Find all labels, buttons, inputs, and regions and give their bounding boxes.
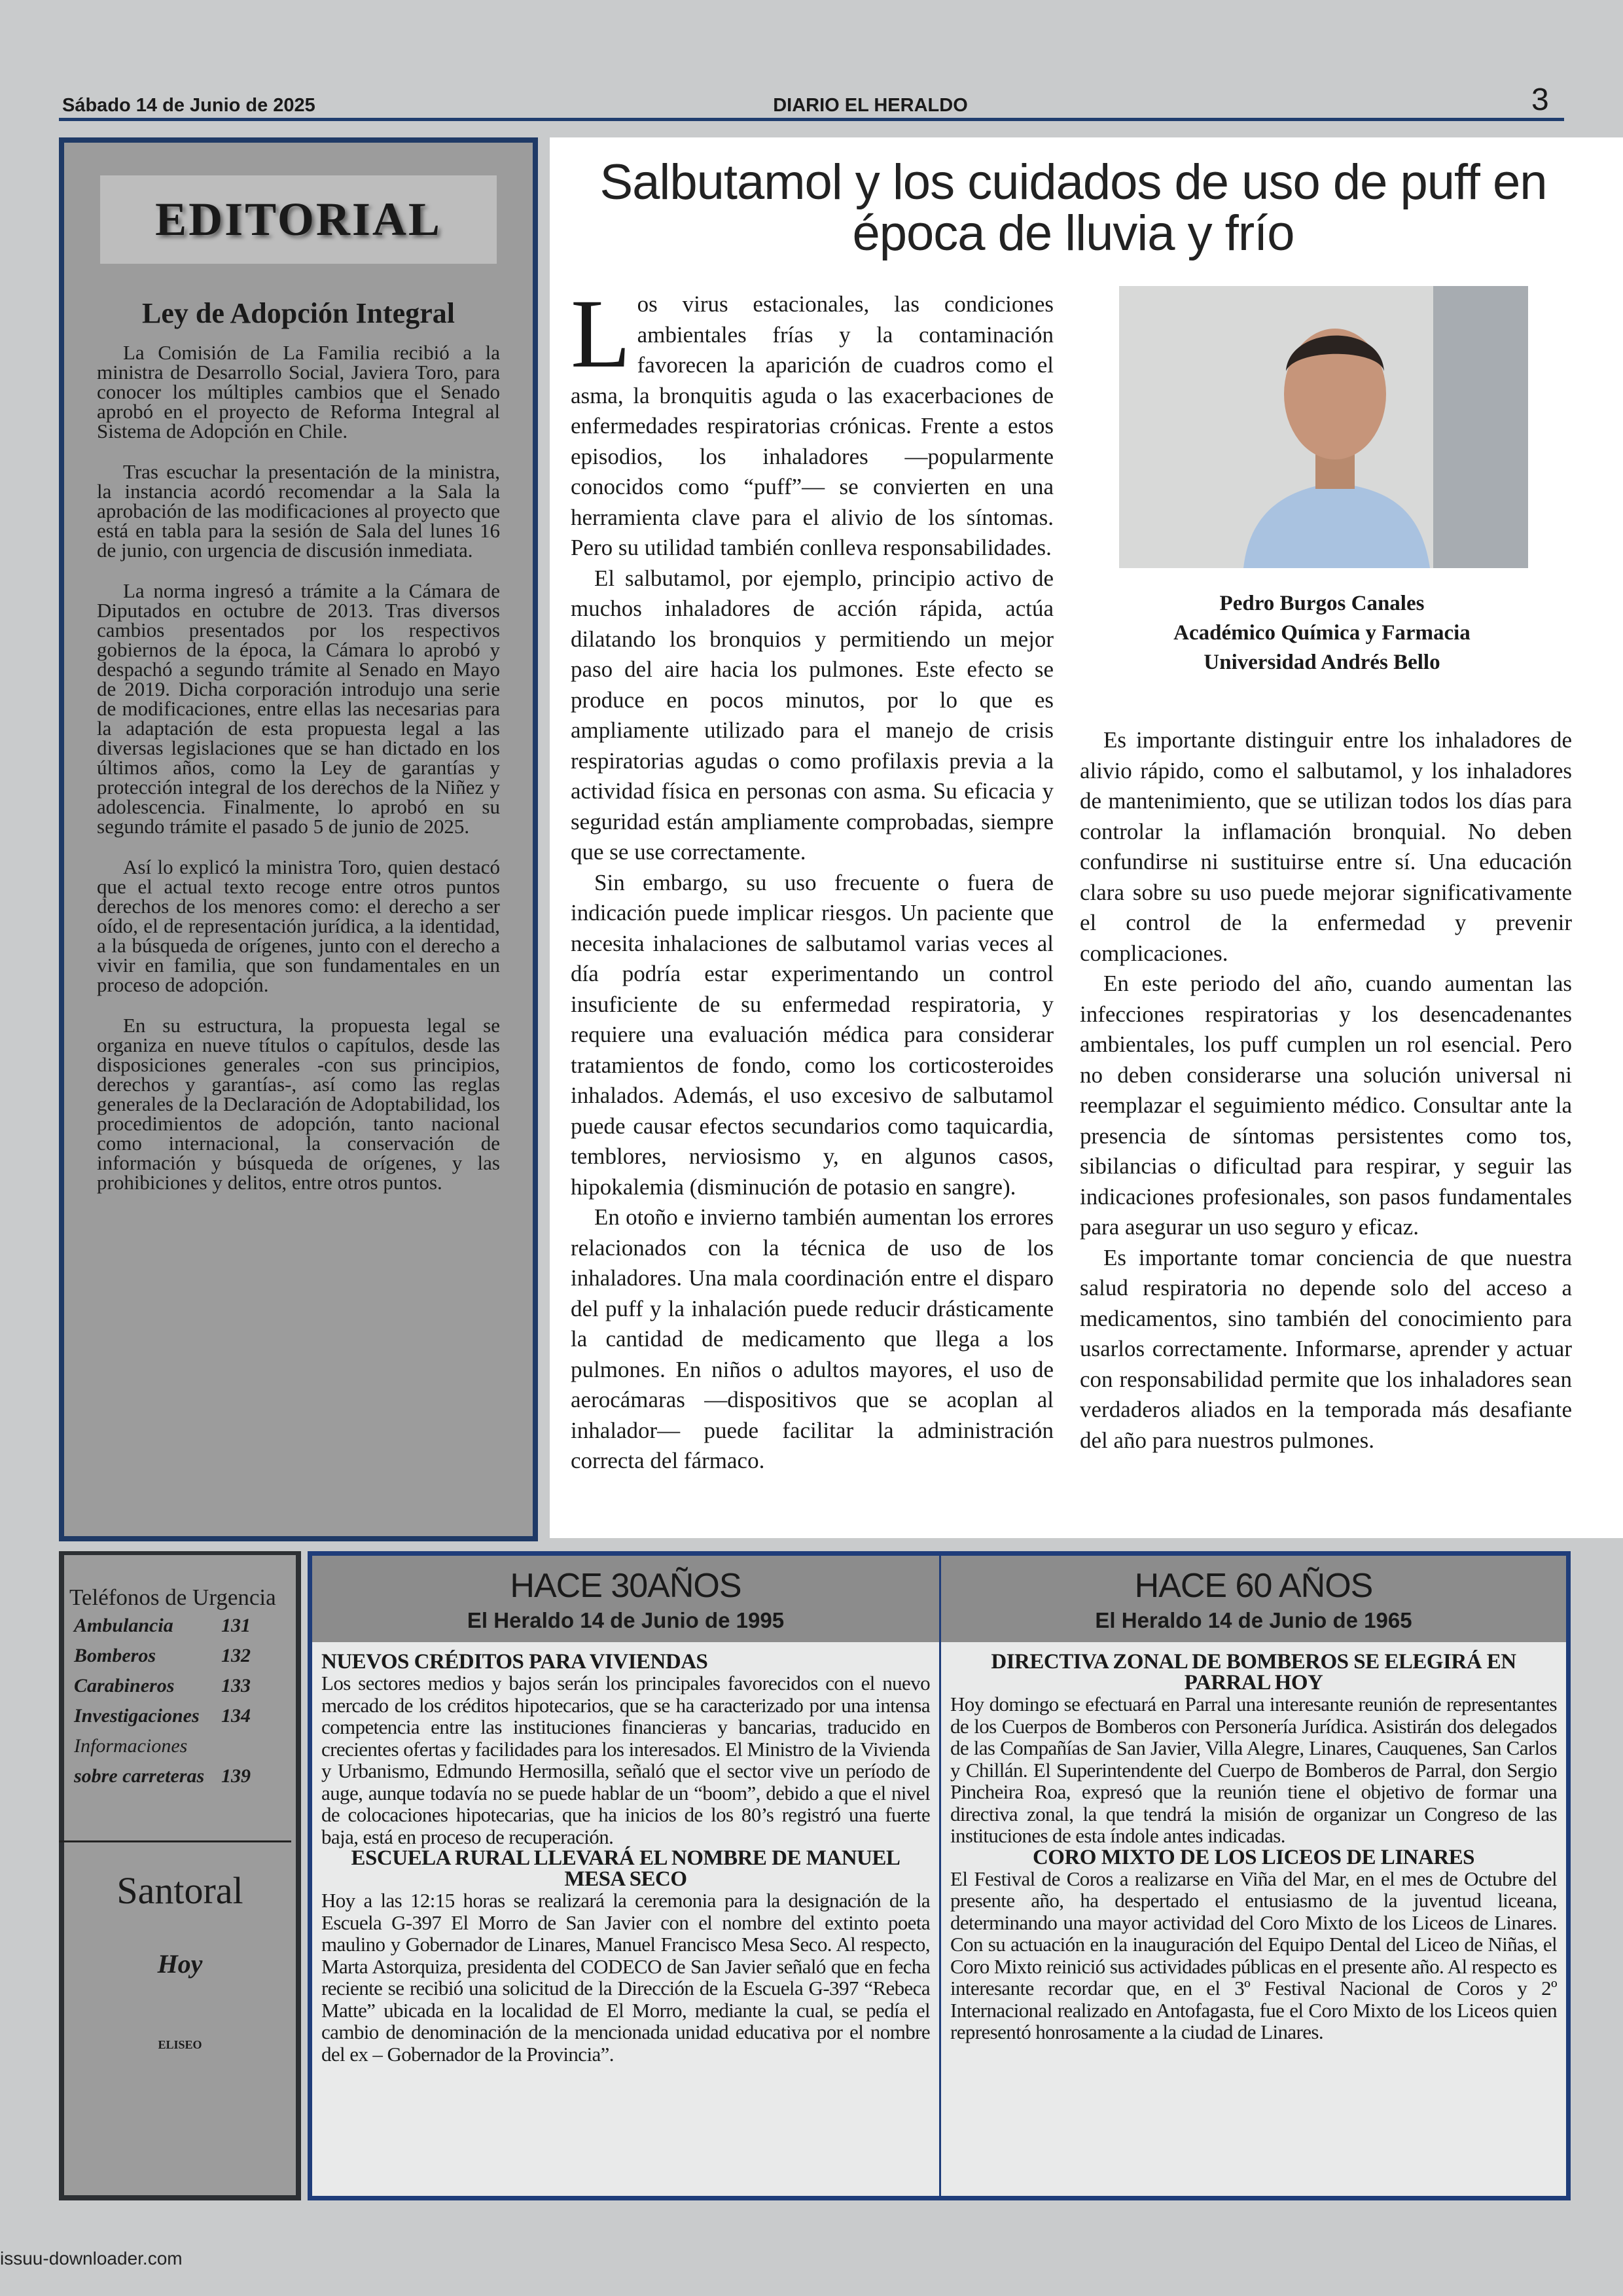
hace-30-date: El Heraldo 14 de Junio de 1995	[467, 1608, 785, 1632]
santoral-subtitle: Hoy	[157, 1949, 203, 1979]
phone-row: sobre carreteras 139	[74, 1765, 251, 1787]
history-headline: NUEVOS CRÉDITOS PARA VIVIENDAS	[321, 1650, 708, 1674]
article-column-1	[571, 279, 1054, 1477]
author-org: Universidad Andrés Bello	[1204, 651, 1440, 674]
article-paragraph: Es importante tomar conciencia de que nuestra salud respiratoria no depende solo del acceso a medicamentos, sino también del conocimiento para usarlos correctamente. Informarse, aprender y actuar con responsabilidad permite que los inhaladores sean verdaderos aliados en la temporada más desafiante del año para nuestros pulmones.	[1080, 1244, 1572, 1453]
divider	[59, 1840, 291, 1842]
editorial-paragraph: En su estructura, la propuesta legal se organiza en nueve títulos o capítulos, desde las disposiciones generales -con sus principios, derechos y garantías-, así como las reglas generales de la Declaración de Adoptabilidad, los procedimientos de adopción, tanto nacional como internacional, la conservación de información y búsqueda de orígenes, y las prohibiciones y delitos, entre otros puntos.	[97, 1014, 500, 1194]
drop-cap: L	[571, 279, 631, 388]
article-paragraph: En otoño e invierno también aumentan los errores relacionados con la técnica de uso de los inhaladores. Una mala coordinación entre el disparo del puff y la inhalación puede reducir drásticamente la cantidad de medicamento que llega a los pulmones. En niños o adultos mayores, el uso de aerocámaras —dispositivos que se acoplan al inhalador— puede facilitar la administración correcta del fármaco.	[571, 1204, 1054, 1473]
hace-30-column	[312, 1556, 939, 2196]
header-rule	[59, 118, 1564, 121]
header-date: Sábado 14 de Junio de 2025	[62, 95, 315, 116]
phone-info-label: Informaciones	[74, 1735, 188, 1757]
history-text: Hoy a las 12:15 horas se realizará la ceremonia para la designación de la Escuela G-397 El Morro de San Javier con el nombre del extinto poeta maulino y Gobernador de Linares, Manuel Francisco Mesa Seco. Al respecto, Marta Astorquiza, presidenta del CODECO de San Javier señaló que en fecha reciente se recibió una solicitud de la Dirección de la Escuela G-397 “Rebeca Matte” ubicada en la localidad de El Morro, mediante la cual, se pedía el cambio de denominación de la mencionada unidad educativa por el nombre del ex – Gobernador de la Provincia”.	[321, 1889, 930, 2066]
phone-row: Bomberos 132	[74, 1645, 251, 1666]
article-title: Salbutamol y los cuidados de uso de puff en época de lluvia y frío	[599, 154, 1547, 261]
article-paragraph: Sin embargo, su uso frecuente o fuera de indicación puede implicar riesgos. Un paciente que necesita inhalaciones de salbutamol varias veces al día podría estar experimentando un control insuficiente de su enfermedad respiratoria, y requiere una evaluación médica para considerar tratamientos de fondo, como los corticosteroides inhalados. Además, el uso excesivo de salbutamol puede causar efectos secundarios como taquicardia, temblores, nerviosismo y, en algunos casos, hipokalemia (disminución de potasio en sangre).	[571, 869, 1054, 1200]
hace-60-column	[939, 1556, 1566, 2196]
history-headline: ESCUELA RURAL LLEVARÁ EL NOMBRE DE MANUEL MESA SECO	[351, 1846, 901, 1891]
photo-caption	[1054, 589, 1590, 677]
editorial-paragraph: La Comisión de La Familia recibió a la ministra de Desarrollo Social, Javiera Toro, para conocer los múltiples cambios que el Senado aprobó en el proyecto de Reforma Integral al Sistema de Adopción en Chile.	[97, 341, 500, 442]
editorial-title: Ley de Adopción Integral	[142, 297, 455, 329]
phones-title: Teléfonos de Urgencia	[69, 1585, 276, 1610]
author-photo	[1119, 286, 1528, 568]
phone-row: Carabineros 133	[74, 1675, 251, 1696]
history-text: El Festival de Coros a realizarse en Viña del Mar, en el mes de Octubre del presente año, ha despertado el entusiasmo de la juventud liceana, determinando una mayor actividad del Coro Mixto de los Liceos de Linares. Con su actuación en la inauguración del Equipo Dental del Liceo de Niñas, el Coro Mixto reinició sus actividades públicas en el presente año. Al respecto es interesante recordar que, en el 3º Festival Nacional de Coros y 2º Internacional realizado en Antofagasta, fue el Coro Mixto de los Liceos quien representó honrosamente a la ciudad de Linares.	[950, 1867, 1557, 2043]
history-headline: CORO MIXTO DE LOS LICEOS DE LINARES	[1032, 1845, 1475, 1869]
history-box	[308, 1551, 1571, 2200]
history-text: Los sectores medios y bajos serán los principales favorecidos con el nuevo mercado de los créditos hipotecarios, que se ha caracterizado por una intensa competencia entre las instituciones financieras y bancarias, traducido en crecientes ofertas y facilidades para los interesados. El Ministro de la Vivienda y Urbanismo, Edmundo Hermosilla, señaló que el sector vive un período de auge, aunque todavía no se puede hablar de un “boom”, debido a que el nivel de colocaciones hipotecarias, que ha inicios de los 80’s registró una fuerte baja, está en proceso de recuperación.	[321, 1672, 930, 1848]
history-text: Hoy domingo se efectuará en Parral una interesante reunión de representantes de los Cuerpos de Bomberos con Personería Jurídica. Asistirán dos delegados de las Compañías de San Javier, Villa Alegre, Linares, Cauquenes, San Carlos y Chillán. El Superintendente del Cuerpo de Bomberos de Parral, don Sergio Pincheira Roa, expresó que la reunión tiene el objetivo de formar una directiva zonal, la que tendrá la misión de organizar un Congreso de las instituciones de esta índole antes indicadas.	[950, 1693, 1557, 1847]
article-paragraph: Los virus estacionales, las condiciones ambientales frías y la contaminación favorecen la aparición de cuadros como el asma, la bronquitis aguda o las exacerbaciones de enfermedades respiratorias crónicas. Frente a estos episodios, los inhaladores —popularmente conocidos como “puff”— se convierten en una herramienta clave para el alivio de los síntomas. Pero su utilidad también conlleva responsabilidades.	[571, 279, 1054, 560]
article-paragraph: El salbutamol, por ejemplo, principio activo de muchos inhaladores de acción rápida, actúa dilatando los bronquios y permitiendo un mejor paso del aire hacia los pulmones. Este efecto se produce en pocos minutos, por lo que es ampliamente utilizado para el manejo de crisis respiratorias agudas o como profilaxis previa a la actividad física en personas con asma. Su eficacia y seguridad están ampliamente comprobadas, siempre que se use correctamente.	[571, 565, 1054, 865]
santoral-name: ELISEO	[158, 2038, 202, 2051]
author-name: Pedro Burgos Canales	[1219, 592, 1425, 615]
page-number: 3	[1531, 82, 1549, 117]
santoral-title: Santoral	[116, 1869, 243, 1912]
editorial-paragraph: La norma ingresó a trámite a la Cámara de Diputados en octubre de 2013. Tras diversos cambios presentados por los respectivos gobiernos de la época, la Cámara lo aprobó y despachó a segundo trámite al Senado en Mayo de 2019. Dicha corporación introdujo una serie de modificaciones, entre ellas las necesarias para la adaptación de esta propuesta legal a las diversas legislaciones que se han dictado en los últimos años, como la Ley de garantías y protección integral de los derechos de la Niñez y adolescencia. Finalmente, lo aprobó en su segundo trámite el pasado 5 de junio de 2025.	[97, 579, 500, 838]
article-paragraph: Es importante distinguir entre los inhaladores de alivio rápido, como el salbutamol, y los inhaladores de mantenimiento, que se utilizan todos los días para controlar la inflamación bronquial. No deben confundirse ni sustituirse entre sí. Una educación clara sobre su uso puede mejorar significativamente el control de la enfermedad y prevenir complicaciones.	[1080, 727, 1572, 966]
watermark-footer: issuu-downloader.com	[0, 2248, 183, 2269]
history-headline: DIRECTIVA ZONAL DE BOMBEROS SE ELEGIRÁ EN PARRAL HOY	[991, 1650, 1516, 1695]
header-paper-name: DIARIO EL HERALDO	[773, 95, 968, 116]
article-column-2	[1080, 725, 1572, 1456]
hace-60-date: El Heraldo 14 de Junio de 1965	[1095, 1608, 1412, 1632]
hace-60-title: HACE 60 AÑOS	[1134, 1567, 1373, 1605]
editorial-label: EDITORIAL	[100, 175, 497, 264]
phone-row: Investigaciones 134	[74, 1705, 251, 1727]
hace-30-title: HACE 30AÑOS	[510, 1567, 741, 1605]
main-article	[550, 137, 1623, 1538]
editorial-box	[59, 137, 538, 1541]
author-role: Académico Química y Farmacia	[1173, 621, 1471, 645]
phones-santoral-box	[59, 1551, 301, 2200]
phone-row: Ambulancia 131	[74, 1615, 251, 1636]
editorial-paragraph: Así lo explicó la ministra Toro, quien destacó que el actual texto recoge entre otros puntos derechos de los menores como: el derecho a ser oído, el de representación jurídica, a la identidad, a la búsqueda de orígenes, junto con el derecho a vivir en familia, que son fundamentales en un proceso de adopción.	[97, 855, 500, 996]
article-paragraph: En este periodo del año, cuando aumentan las infecciones respiratorias y los desencadenantes ambientales, los puff cumplen un rol esencial. Pero no deben considerarse una solución universal ni reemplazar el seguimiento médico. Consultar ante la presencia de síntomas persistentes como tos, sibilancias o dificultad para respirar, y seguir las indicaciones profesionales, son pasos fundamentales para asegurar un uso seguro y eficaz.	[1080, 971, 1572, 1240]
editorial-paragraph: Tras escuchar la presentación de la ministra, la instancia acordó recomendar a la Sala la aprobación de las modificaciones al proyecto que está en tabla para la sesión de Sala del lunes 16 de junio, con urgencia de discusión inmediata.	[97, 460, 500, 562]
